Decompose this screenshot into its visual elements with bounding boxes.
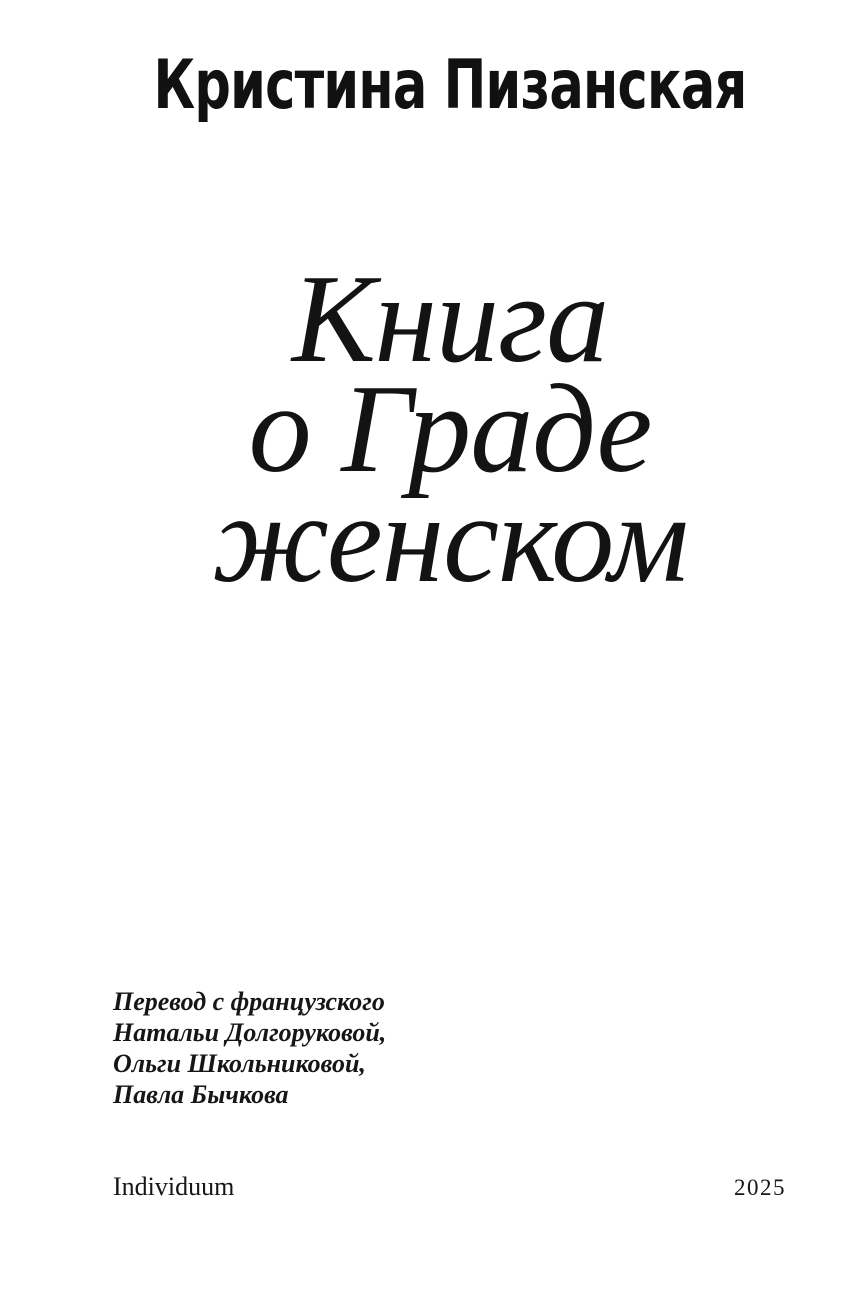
author-name: Кристина Пизанская bbox=[153, 46, 747, 125]
publication-year: 2025 bbox=[734, 1175, 786, 1200]
credits-line: Перевод с французского bbox=[113, 987, 385, 1016]
imprint-row bbox=[113, 1174, 786, 1201]
credits-line: Натальи Долгоруковой, bbox=[113, 1018, 387, 1047]
title-line-2: о Граде bbox=[248, 360, 652, 499]
credits-line: Павла Бычкова bbox=[113, 1080, 289, 1109]
publisher-name: Individuum bbox=[113, 1172, 235, 1201]
book-title bbox=[44, 250, 856, 609]
title-line-3: женском bbox=[212, 470, 688, 609]
translation-credits bbox=[113, 986, 386, 1110]
title-line-1: Книга bbox=[291, 250, 609, 389]
credits-line: Ольги Школьниковой, bbox=[113, 1049, 366, 1078]
